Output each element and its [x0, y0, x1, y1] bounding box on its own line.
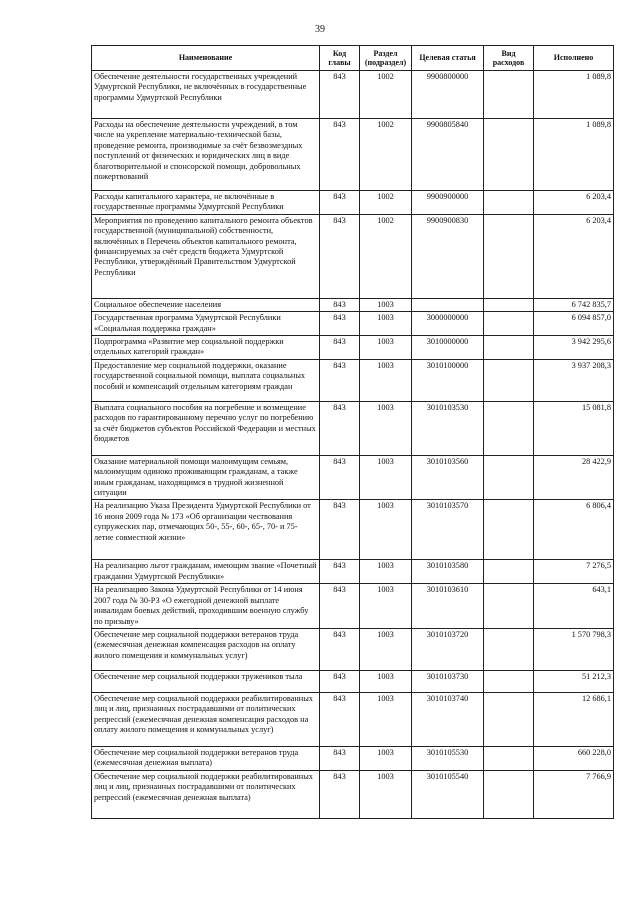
table-row [92, 584, 614, 629]
cell-target: 3000000000 [412, 312, 484, 336]
cell-chapter: 843 [320, 628, 360, 670]
cell-executed: 3 937 208,3 [534, 359, 614, 401]
table-row [92, 500, 614, 560]
table-row [92, 746, 614, 770]
cell-section: 1003 [360, 455, 412, 500]
table-row [92, 336, 614, 360]
header-row [92, 46, 614, 71]
cell-executed: 6 742 835,7 [534, 298, 614, 311]
page-number: 39 [315, 24, 325, 35]
cell-expense-type [484, 312, 534, 336]
cell-executed: 15 081,8 [534, 401, 614, 455]
cell-executed: 6 094 857,0 [534, 312, 614, 336]
cell-chapter: 843 [320, 770, 360, 818]
cell-chapter: 843 [320, 191, 360, 215]
table-row [92, 401, 614, 455]
cell-name: На реализацию Закона Удмуртской Республики от 14 июня 2007 года № 30-РЗ «О ежегодной денежной выплате инвалидам боевых действий, проходившим военную службу по призыву» [92, 584, 320, 629]
cell-expense-type [484, 692, 534, 746]
cell-section: 1003 [360, 746, 412, 770]
cell-name: Расходы на обеспечение деятельности учреждений, в том числе на укрепление материально-технической базы, проведение ремонта, производимые за счёт безвозмездных поступлений от физических и юридических лиц в виде благотворительной и спонсорской помощи, добровольных пожертвований [92, 119, 320, 191]
cell-name: На реализацию Указа Президента Удмуртской Республики от 16 июня 2009 года № 173 «Об организации чествования супружеских пар, отмечающих 50-, 55-, 60-, 65-, 70- и 75-летие совместной жизни» [92, 500, 320, 560]
cell-chapter: 843 [320, 298, 360, 311]
cell-section: 1003 [360, 359, 412, 401]
cell-name: Обеспечение мер социальной поддержки ветеранов труда (ежемесячная денежная выплата) [92, 746, 320, 770]
cell-chapter: 843 [320, 336, 360, 360]
cell-chapter: 843 [320, 500, 360, 560]
cell-executed: 12 686,1 [534, 692, 614, 746]
cell-executed: 660 228,0 [534, 746, 614, 770]
cell-section: 1003 [360, 401, 412, 455]
cell-section: 1003 [360, 336, 412, 360]
table-row [92, 312, 614, 336]
cell-section: 1003 [360, 560, 412, 584]
cell-target: 3010103610 [412, 584, 484, 629]
cell-target: 3010103740 [412, 692, 484, 746]
cell-section: 1002 [360, 191, 412, 215]
cell-section: 1003 [360, 298, 412, 311]
cell-section: 1003 [360, 628, 412, 670]
cell-section: 1002 [360, 214, 412, 298]
cell-target: 3010103730 [412, 670, 484, 692]
cell-section: 1003 [360, 692, 412, 746]
table-row [92, 628, 614, 670]
cell-expense-type [484, 71, 534, 119]
cell-expense-type [484, 119, 534, 191]
cell-chapter: 843 [320, 359, 360, 401]
cell-chapter: 843 [320, 401, 360, 455]
cell-name: Обеспечение мер социальной поддержки реабилитированных лиц и лиц, признанных пострадавшими от политических репрессий (ежемесячная денежная компенсация расходов на оплату жилого помещения и коммунальных услуг) [92, 692, 320, 746]
cell-target: 3010105540 [412, 770, 484, 818]
cell-section: 1003 [360, 584, 412, 629]
header-executed: Исполнено [534, 46, 614, 71]
cell-name: Подпрограмма «Развитие мер социальной поддержки отдельных категорий граждан» [92, 336, 320, 360]
cell-expense-type [484, 401, 534, 455]
cell-target: 3010103570 [412, 500, 484, 560]
cell-name: Выплата социального пособия на погребение и возмещение расходов по гарантированному перечню услуг по погребению за счёт бюджетов субъектов Российской Федерации и местных бюджетов [92, 401, 320, 455]
cell-target: 3010103720 [412, 628, 484, 670]
cell-executed: 28 422,9 [534, 455, 614, 500]
cell-target: 9900805840 [412, 119, 484, 191]
cell-executed: 6 203,4 [534, 214, 614, 298]
cell-expense-type [484, 500, 534, 560]
cell-chapter: 843 [320, 670, 360, 692]
table-row [92, 560, 614, 584]
cell-target: 3010103560 [412, 455, 484, 500]
header-chapter-code: Код главы [320, 46, 360, 71]
cell-chapter: 843 [320, 692, 360, 746]
cell-section: 1002 [360, 119, 412, 191]
cell-target [412, 298, 484, 311]
cell-name: Предоставление мер социальной поддержки, оказание государственной социальной помощи, выплата социальных пособий и компенсаций отдельным категориям граждан [92, 359, 320, 401]
cell-target: 3010000000 [412, 336, 484, 360]
cell-expense-type [484, 770, 534, 818]
cell-chapter: 843 [320, 560, 360, 584]
cell-expense-type [484, 560, 534, 584]
header-expense-type: Вид расходов [484, 46, 534, 71]
cell-executed: 7 766,9 [534, 770, 614, 818]
cell-section: 1003 [360, 312, 412, 336]
cell-chapter: 843 [320, 214, 360, 298]
table-row [92, 298, 614, 311]
cell-section: 1003 [360, 500, 412, 560]
table-row [92, 670, 614, 692]
cell-section: 1002 [360, 71, 412, 119]
cell-expense-type [484, 455, 534, 500]
cell-chapter: 843 [320, 71, 360, 119]
cell-name: Обеспечение мер социальной поддержки ветеранов труда (ежемесячная денежная компенсация расходов на оплату жилого помещения и коммунальных услуг) [92, 628, 320, 670]
header-name: Наименование [92, 46, 320, 71]
cell-executed: 1 570 798,3 [534, 628, 614, 670]
budget-table [91, 45, 614, 819]
cell-expense-type [484, 359, 534, 401]
cell-chapter: 843 [320, 746, 360, 770]
cell-expense-type [484, 628, 534, 670]
cell-name: Расходы капитального характера, не включённые в государственные программы Удмуртской Республики [92, 191, 320, 215]
cell-executed: 1 089,8 [534, 119, 614, 191]
cell-section: 1003 [360, 770, 412, 818]
table-body [92, 71, 614, 819]
cell-expense-type [484, 670, 534, 692]
table-row [92, 214, 614, 298]
cell-chapter: 843 [320, 119, 360, 191]
cell-name: Обеспечение мер социальной поддержки тружеников тыла [92, 670, 320, 692]
cell-expense-type [484, 298, 534, 311]
cell-executed: 6 203,4 [534, 191, 614, 215]
cell-name: Государственная программа Удмуртской Республики «Социальная поддержка граждан» [92, 312, 320, 336]
cell-chapter: 843 [320, 584, 360, 629]
header-section: Раздел (подраздел) [360, 46, 412, 71]
cell-executed: 1 089,8 [534, 71, 614, 119]
cell-target: 3010105530 [412, 746, 484, 770]
table-row [92, 770, 614, 818]
cell-target: 3010100000 [412, 359, 484, 401]
table-row [92, 71, 614, 119]
cell-expense-type [484, 584, 534, 629]
table-row [92, 455, 614, 500]
cell-executed: 7 276,5 [534, 560, 614, 584]
cell-chapter: 843 [320, 455, 360, 500]
cell-target: 9900900830 [412, 214, 484, 298]
cell-target: 9900800000 [412, 71, 484, 119]
cell-expense-type [484, 191, 534, 215]
cell-name: Обеспечение мер социальной поддержки реабилитированных лиц и лиц, признанных пострадавшими от политических репрессий (ежемесячная денежная выплата) [92, 770, 320, 818]
cell-executed: 51 212,3 [534, 670, 614, 692]
cell-target: 3010103580 [412, 560, 484, 584]
cell-executed: 643,1 [534, 584, 614, 629]
cell-target: 9900900000 [412, 191, 484, 215]
table-row [92, 359, 614, 401]
table-row [92, 119, 614, 191]
cell-name: Обеспечение деятельности государственных учреждений Удмуртской Республики, не включённых в государственные программы Удмуртской Республики [92, 71, 320, 119]
cell-expense-type [484, 336, 534, 360]
cell-expense-type [484, 214, 534, 298]
table-row [92, 191, 614, 215]
table-row [92, 692, 614, 746]
cell-name: Социальное обеспечение населения [92, 298, 320, 311]
cell-executed: 3 942 295,6 [534, 336, 614, 360]
cell-target: 3010103530 [412, 401, 484, 455]
cell-chapter: 843 [320, 312, 360, 336]
header-target: Целевая статья [412, 46, 484, 71]
cell-name: Оказание материальной помощи малоимущим семьям, малоимущим одиноко проживающим гражданам, а также иным гражданам, находящимся в трудной жизненной ситуации [92, 455, 320, 500]
table-header [92, 46, 614, 71]
cell-expense-type [484, 746, 534, 770]
cell-executed: 6 806,4 [534, 500, 614, 560]
cell-name: На реализацию льгот гражданам, имеющим звание «Почетный гражданин Удмуртской Республики» [92, 560, 320, 584]
cell-name: Мероприятия по проведению капитального ремонта объектов государственной (муниципальной) собственности, включённых в Перечень объектов капитального ремонта, финансируемых за счёт средств бюджета Удмуртской Республики, утверждённый Правительством Удмуртской Республики [92, 214, 320, 298]
cell-section: 1003 [360, 670, 412, 692]
